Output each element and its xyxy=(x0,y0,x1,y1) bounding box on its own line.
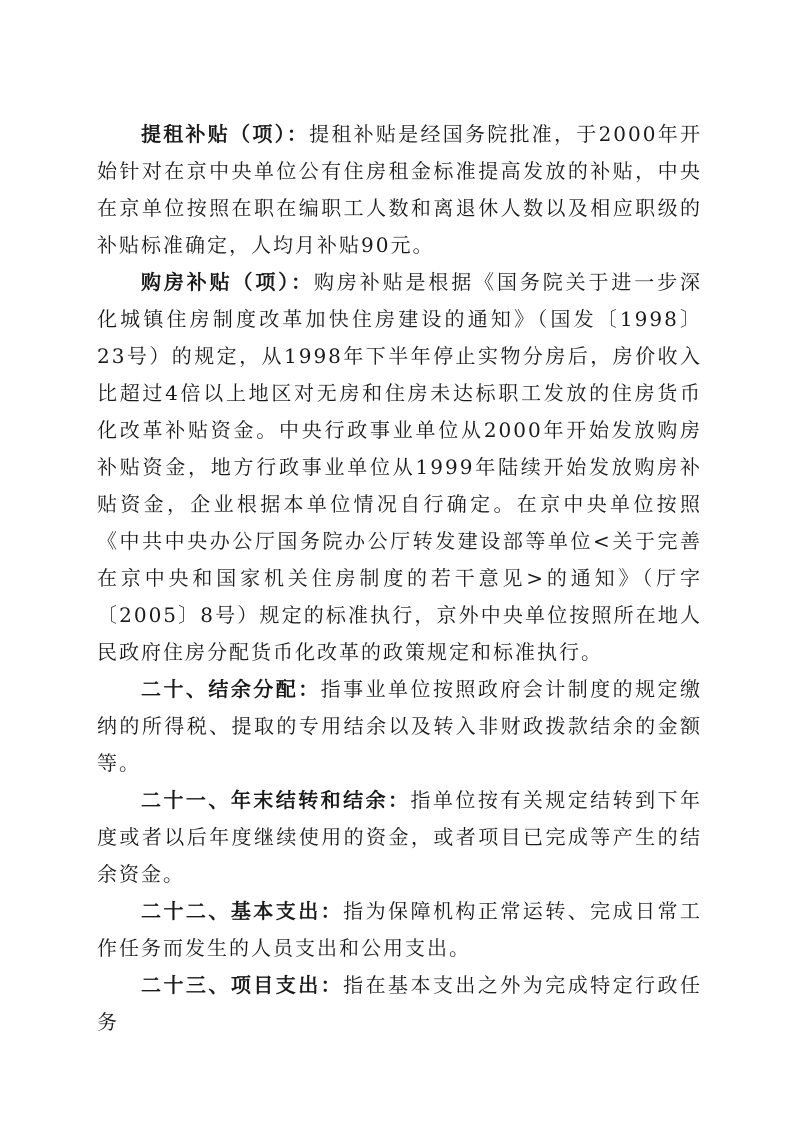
text-rent-subsidy: 提租补贴是经国务院批准，于2000年开始针对在京中央单位公有住房租金标准提高发放的补贴，中央在京单位按照在职在编职工人数和离退休人数以及相应职级的补贴标准确定，人均月补贴90元。 xyxy=(97,122,702,257)
term-year-end-carryover: 二十一、年末结转和结余： xyxy=(141,788,411,812)
text-year-end-carryover: 指单位按有关规定结转到下年度或者以后年度继续使用的资金，或者项目已完成等产生的结余资金。 xyxy=(97,788,702,886)
text-basic-expenditure: 指为保障机构正常运转、完成日常工作任务而发生的人员支出和公用支出。 xyxy=(97,899,702,960)
text-housing-purchase-subsidy: 购房补贴是根据《国务院关于进一步深化城镇住房制度改革加快住房建设的通知》（国发〔1998〕23号）的规定，从1998年下半年停止实物分房后，房价收入比超过4倍以上地区对无房和住房未达标职工发放的住房货币化改革补贴资金。中央行政事业单位从2000年开始发放购房补贴资金，地方行政事业单位从1999年陆续开始发放购房补贴资金，企业根据本单位情况自行确定。在京中央单位按照《中共中央办公厅国务院办公厅转发建设部等单位<关于完善在京中央和国家机关住房制度的若干意见>的通知》（厅字〔2005〕8号）规定的标准执行，京外中央单位按照所在地人民政府住房分配货币化改革的政策规定和标准执行。 xyxy=(97,270,702,664)
term-surplus-distribution: 二十、结余分配： xyxy=(141,677,321,701)
document-body xyxy=(97,116,702,1041)
term-rent-subsidy: 提租补贴（项）： xyxy=(141,122,310,146)
term-housing-purchase-subsidy: 购房补贴（项）： xyxy=(141,270,314,294)
paragraph-housing-purchase-subsidy xyxy=(97,264,702,671)
paragraph-project-expenditure xyxy=(97,967,702,1041)
paragraph-year-end-carryover xyxy=(97,782,702,893)
paragraph-basic-expenditure xyxy=(97,893,702,967)
paragraph-surplus-distribution xyxy=(97,671,702,782)
term-basic-expenditure: 二十二、基本支出： xyxy=(141,899,344,923)
term-project-expenditure: 二十三、项目支出： xyxy=(141,973,344,997)
text-project-expenditure: 指在基本支出之外为完成特定行政任务 xyxy=(97,973,702,1034)
paragraph-rent-subsidy xyxy=(97,116,702,264)
text-surplus-distribution: 指事业单位按照政府会计制度的规定缴纳的所得税、提取的专用结余以及转入非财政拨款结余的金额等。 xyxy=(97,677,703,775)
